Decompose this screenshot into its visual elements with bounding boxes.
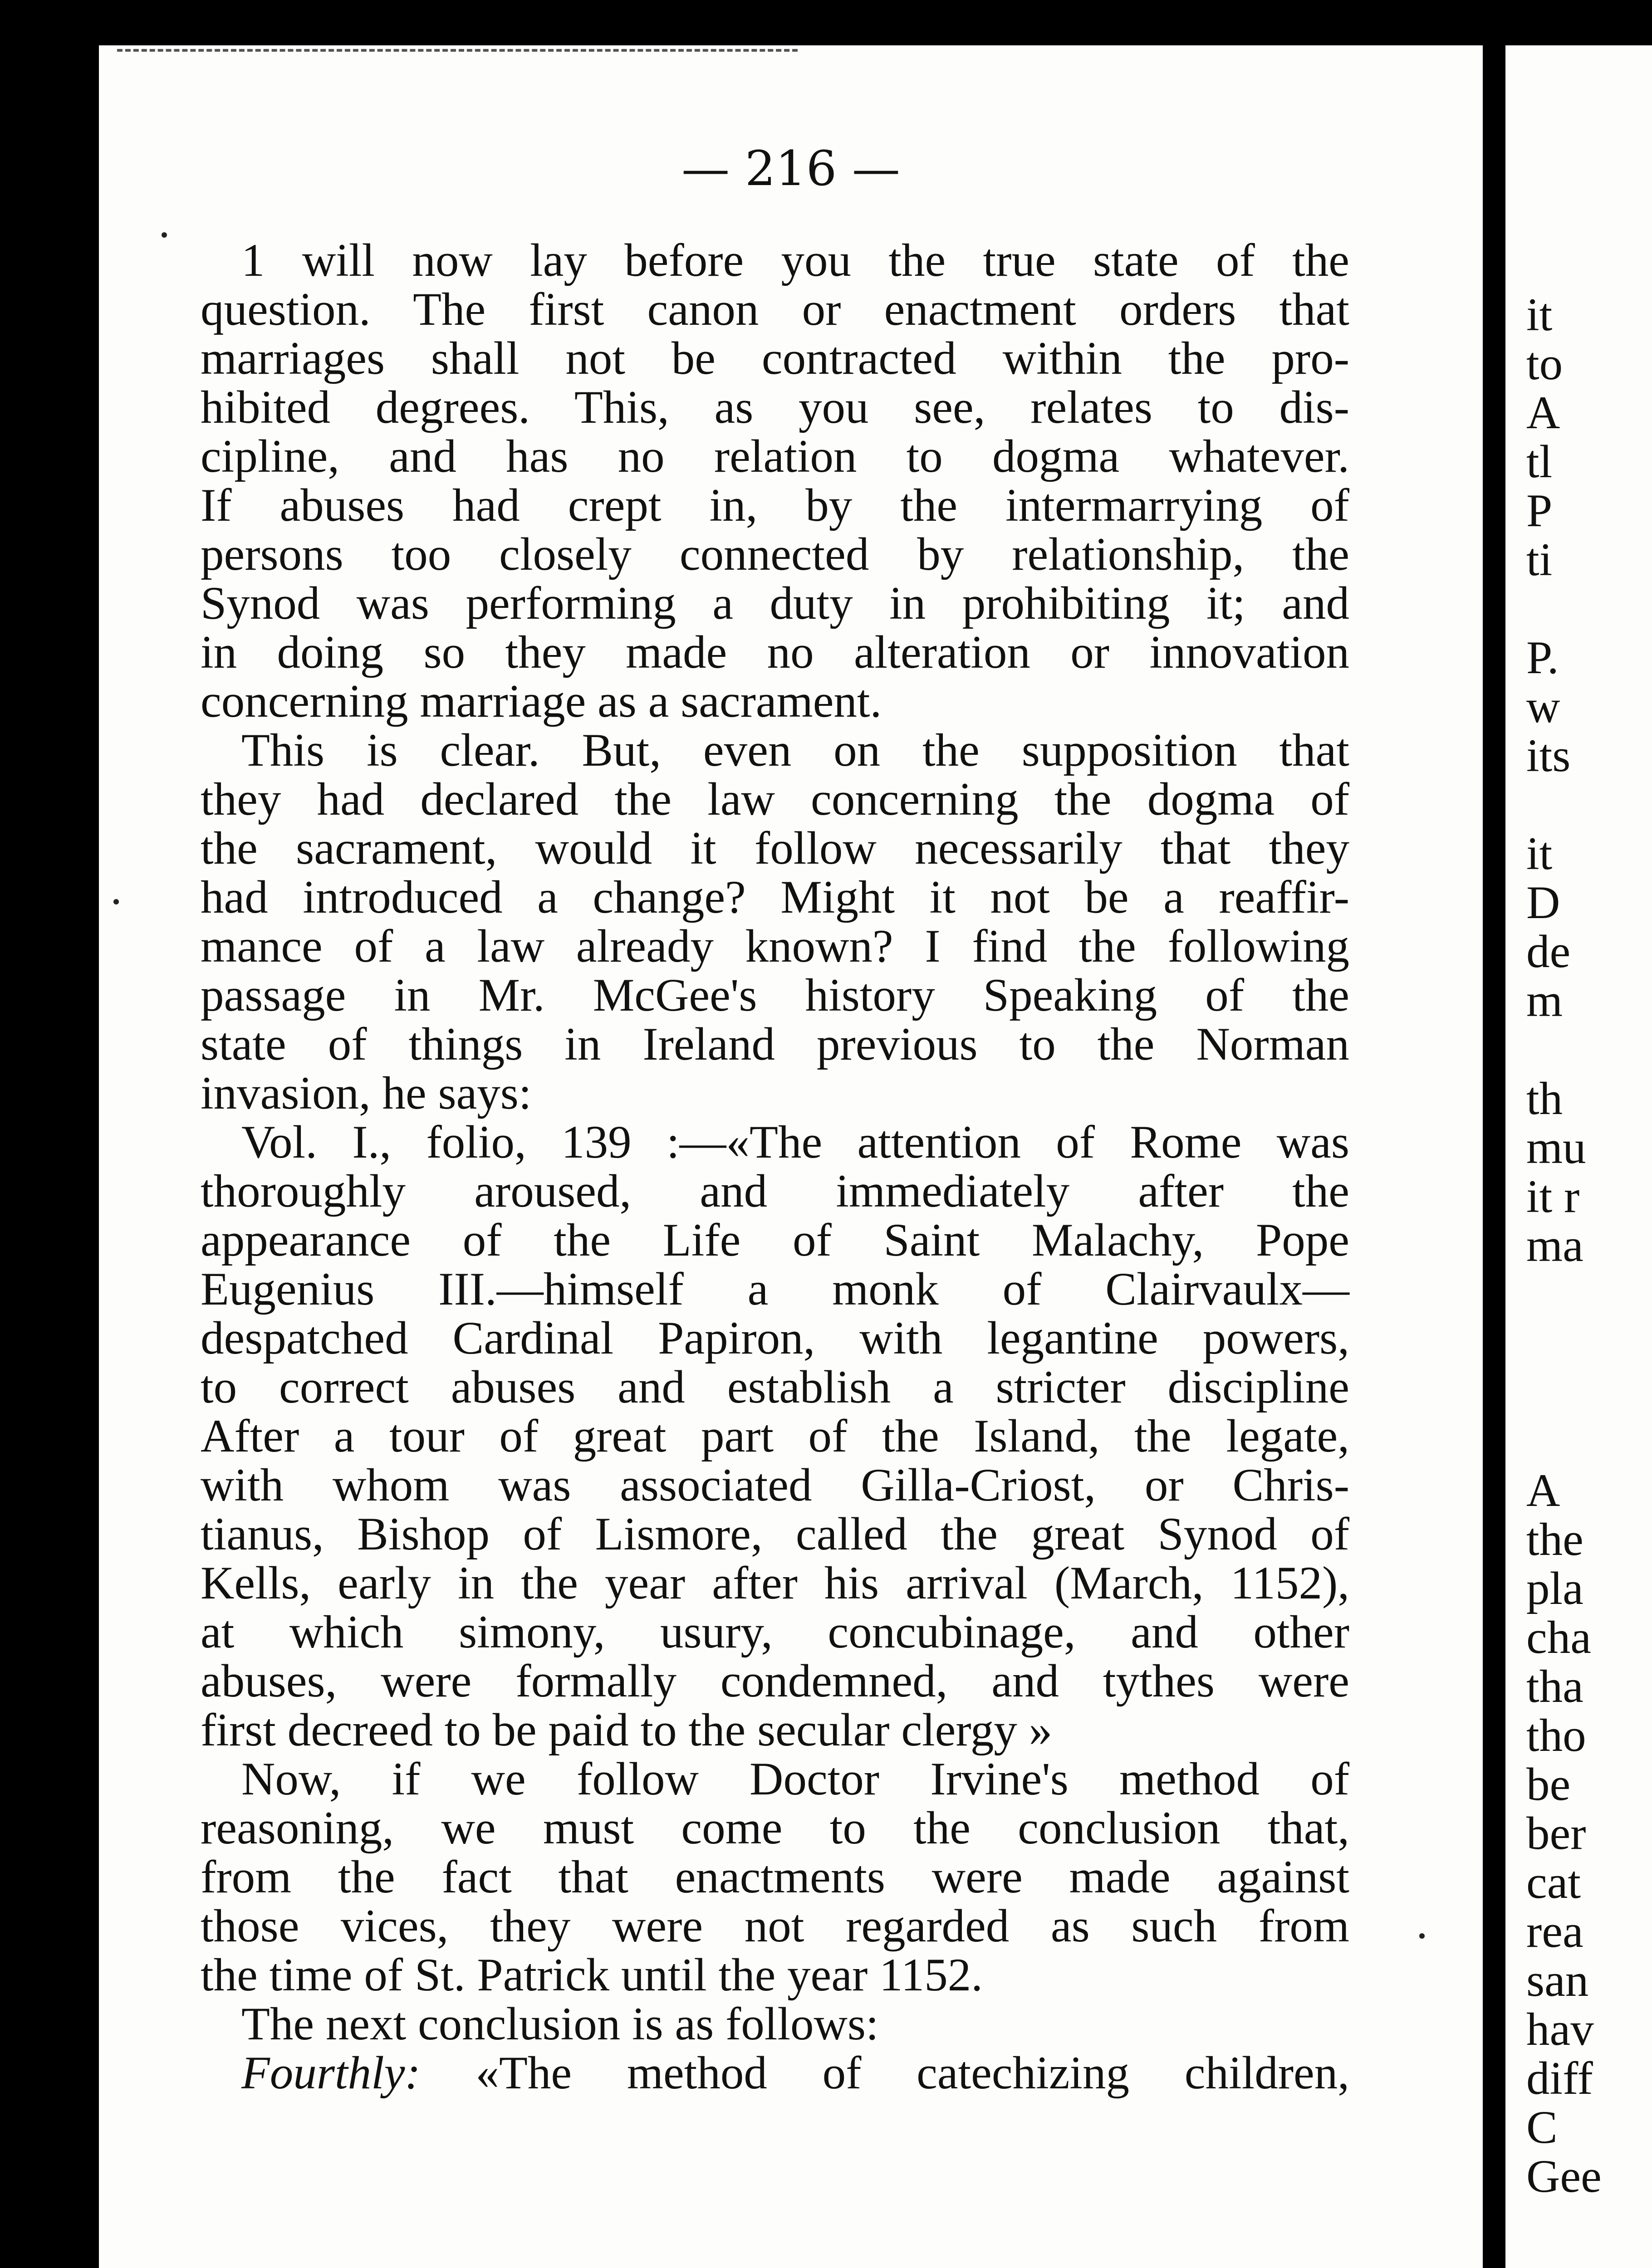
neighbor-text-fragment: m [1526, 975, 1563, 1026]
neighbor-text-fragment: it r [1526, 1171, 1580, 1222]
speck-mark [113, 899, 119, 904]
text-line: those vices, they were not regarded as such from [201, 1900, 1349, 1952]
italic-lead-word: Fourthly: [241, 2047, 421, 2099]
neighbor-text-fragment: C [1526, 2102, 1558, 2153]
text-line: The next conclusion is as follows: [241, 1998, 879, 2050]
text-line: despatched Cardinal Papiron, with legantine powers, [201, 1312, 1349, 1364]
neighbor-text-fragment: cat [1526, 1857, 1581, 1908]
neighbor-text-fragment: its [1526, 730, 1571, 782]
text-line: tianus, Bishop of Lismore, called the great Synod of [201, 1508, 1349, 1560]
text-line: This is clear. But, even on the supposition that [241, 724, 1349, 776]
text-line: state of things in Ireland previous to the Norman [201, 1018, 1349, 1070]
text-line: reasoning, we must come to the conclusion that, [201, 1802, 1349, 1854]
neighbor-text-fragment: hav [1526, 2004, 1594, 2055]
text-line: first decreed to be paid to the secular clergy » [201, 1704, 1053, 1756]
text-line: thoroughly aroused, and immediately after the [201, 1165, 1349, 1217]
text-line: Vol. I., folio, 139 :—«The attention of Rome was [241, 1116, 1349, 1168]
speck-mark [1419, 1933, 1425, 1939]
neighbor-text-fragment: w [1526, 681, 1560, 733]
text-line: cipline, and has no relation to dogma whatever. [201, 430, 1349, 482]
speck-mark [162, 232, 167, 238]
neighbor-text-fragment: P. [1526, 632, 1559, 684]
page-number: — 216 — [681, 141, 900, 196]
text-line: concerning marriage as a sacrament. [201, 675, 882, 727]
text-line: question. The first canon or enactment orders that [201, 284, 1349, 335]
text-line: Synod was performing a duty in prohibiting it; and [201, 577, 1349, 629]
text-line: If abuses had crept in, by the intermarrying of [201, 479, 1349, 531]
page-body-text [201, 236, 1349, 2097]
text-line: 1 will now lay before you the true state of the [241, 235, 1349, 286]
neighbor-text-fragment: the [1526, 1514, 1583, 1565]
neighbor-text-fragment: cha [1526, 1612, 1591, 1663]
text-line: hibited degrees. This, as you see, relates to dis- [201, 381, 1349, 433]
neighbor-text-fragment: rea [1526, 1906, 1583, 1957]
neighbor-text-fragment: diff [1526, 2053, 1593, 2104]
text-line: mance of a law already known? I find the following [201, 920, 1349, 972]
neighbor-text-fragment: th [1526, 1073, 1563, 1124]
text-line: marriages shall not be contracted within the pro- [201, 332, 1349, 384]
top-edge-artifact [117, 49, 798, 52]
neighbor-page-fragment [1505, 45, 1652, 2268]
text-line: at which simony, usury, concubinage, and other [201, 1606, 1349, 1658]
text-line: Eugenius III.—himself a monk of Clairvaulx— [201, 1263, 1349, 1315]
neighbor-text-fragment: A [1526, 1465, 1560, 1516]
text-line: After a tour of great part of the Island, the legate, [201, 1410, 1349, 1462]
text-line: Kells, early in the year after his arrival (March, 1152), [201, 1557, 1349, 1609]
neighbor-text-fragment: tha [1526, 1661, 1583, 1712]
text-line: had introduced a change? Might it not be a reaffir- [201, 871, 1349, 923]
text-line: passage in Mr. McGee's history Speaking of the [201, 969, 1349, 1021]
neighbor-text-fragment: P [1526, 485, 1553, 537]
text-line: with whom was associated Gilla-Criost, or Chris- [201, 1459, 1349, 1511]
neighbor-text-fragment: Gee [1526, 2151, 1602, 2202]
neighbor-text-fragment: tl [1526, 436, 1553, 488]
neighbor-text-fragment: san [1526, 1955, 1589, 2006]
neighbor-text-fragment: be [1526, 1759, 1571, 1810]
neighbor-text-fragment: ber [1526, 1808, 1586, 1859]
text-line: Fourthly: «The method of catechizing children, [241, 2047, 1349, 2099]
text-line: to correct abuses and establish a stricter discipline [201, 1361, 1349, 1413]
text-line: abuses, were formally condemned, and tythes were [201, 1655, 1349, 1707]
neighbor-text-fragment: ti [1526, 534, 1553, 586]
neighbor-text-fragment: it [1526, 289, 1553, 341]
book-page [99, 45, 1483, 2268]
text-line: appearance of the Life of Saint Malachy, Pope [201, 1214, 1349, 1266]
neighbor-text-fragment: to [1526, 338, 1563, 390]
neighbor-text-fragment: pla [1526, 1563, 1583, 1614]
text-line: in doing so they made no alteration or innovation [201, 626, 1349, 678]
text-line: the time of St. Patrick until the year 1152. [201, 1949, 983, 2001]
text-line: Now, if we follow Doctor Irvine's method of [241, 1753, 1349, 1805]
neighbor-text-fragment: ma [1526, 1220, 1583, 1271]
text-line: they had declared the law concerning the dogma of [201, 773, 1349, 825]
text-line: invasion, he says: [201, 1067, 532, 1119]
neighbor-text-fragment: de [1526, 926, 1571, 978]
neighbor-text-fragment: it [1526, 828, 1553, 880]
neighbor-text-fragment: D [1526, 877, 1560, 929]
neighbor-text-fragment: A [1526, 387, 1560, 439]
text-line: from the fact that enactments were made against [201, 1851, 1349, 1903]
neighbor-text-fragment: tho [1526, 1710, 1586, 1761]
text-line: persons too closely connected by relationship, the [201, 528, 1349, 580]
neighbor-text-fragment: mu [1526, 1122, 1586, 1173]
text-line: the sacrament, would it follow necessarily that they [201, 822, 1349, 874]
